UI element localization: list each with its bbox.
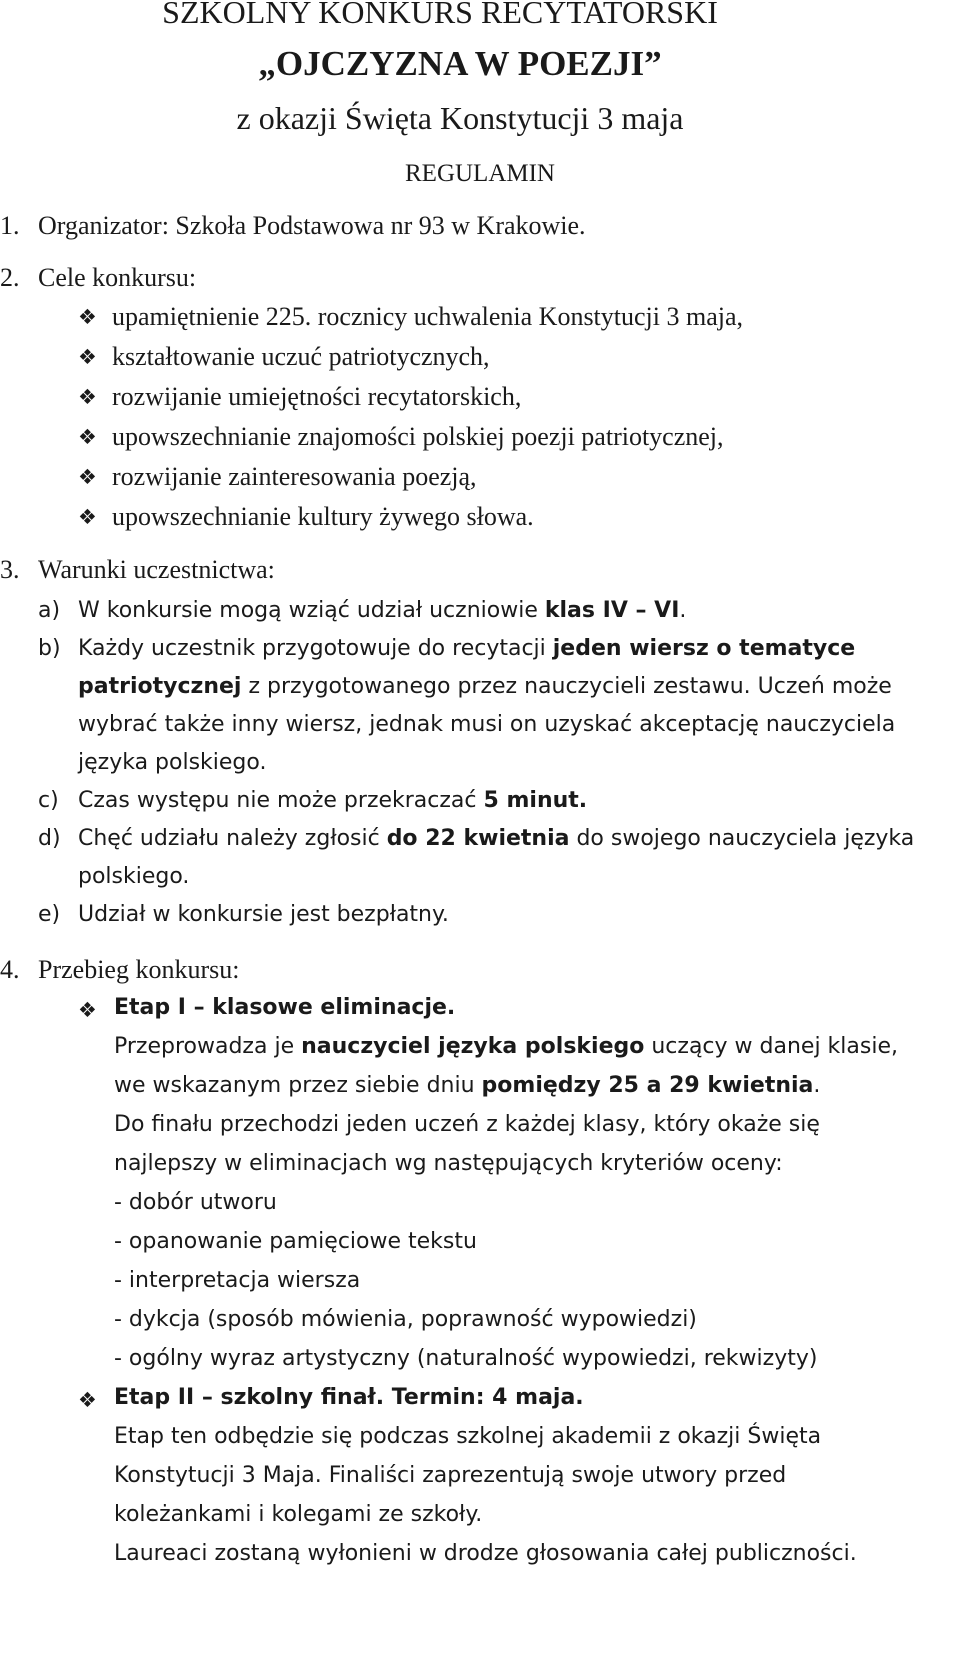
item-c-label: c) — [38, 788, 59, 813]
item-a-label: a) — [38, 598, 61, 623]
goal-item: rozwijanie zainteresowania poezją, — [112, 462, 477, 491]
item-d-label: d) — [38, 826, 61, 851]
stage-2-line: Etap ten odbędzie się podczas szkolnej akademii z okazji Święta — [114, 1424, 822, 1449]
diamond-bullet-icon: ❖ — [78, 505, 97, 529]
stage-2-line: Laureaci zostaną wyłonieni w drodze głosowania całej publiczności. — [114, 1541, 857, 1566]
criterion-item: - dykcja (sposób mówienia, poprawność wypowiedzi) — [114, 1307, 697, 1332]
section-1-number: 1. — [0, 211, 20, 240]
stage-1-line: we wskazanym przez siebie dniu pomiędzy 25 a 29 kwietnia. — [114, 1073, 821, 1098]
diamond-bullet-icon: ❖ — [78, 1388, 97, 1412]
goal-item: rozwijanie umiejętności recytatorskich, — [112, 382, 522, 411]
title-line-3: z okazji Święta Konstytucji 3 maja — [236, 100, 684, 136]
item-b-line: Każdy uczestnik przygotowuje do recytacji jeden wiersz o tematyce — [78, 636, 856, 661]
diamond-bullet-icon: ❖ — [78, 385, 97, 409]
goal-item: upowszechnianie znajomości polskiej poezji patriotycznej, — [112, 422, 724, 451]
stage-1-line: Do finału przechodzi jeden uczeń z każdej klasy, który okaże się — [114, 1112, 820, 1137]
stage-2-title: Etap II – szkolny finał. Termin: 4 maja. — [114, 1385, 584, 1410]
stage-1-line: najlepszy w eliminacjach wg następujących kryteriów oceny: — [114, 1151, 783, 1176]
criterion-item: - dobór utworu — [114, 1190, 277, 1215]
title-line-1: SZKOLNY KONKURS RECYTATORSKI — [162, 0, 718, 30]
goal-item: kształtowanie uczuć patriotycznych, — [112, 342, 490, 371]
section-3-number: 3. — [0, 555, 20, 584]
diamond-bullet-icon: ❖ — [78, 998, 97, 1022]
stage-2-line: Konstytucji 3 Maja. Finaliści zaprezentują swoje utwory przed — [114, 1463, 787, 1488]
goal-item: upamiętnienie 225. rocznicy uchwalenia Konstytucji 3 maja, — [112, 302, 744, 331]
stage-1-line: Przeprowadza je nauczyciel języka polskiego uczący w danej klasie, — [114, 1034, 898, 1059]
item-e-label: e) — [38, 902, 61, 927]
item-b-label: b) — [38, 636, 61, 661]
criterion-item: - opanowanie pamięciowe tekstu — [114, 1229, 477, 1254]
section-4-number: 4. — [0, 955, 20, 984]
title-line-2: „OJCZYZNA W POEZJI” — [258, 44, 662, 83]
stage-2-line: koleżankami i kolegami ze szkoły. — [114, 1502, 483, 1527]
diamond-bullet-icon: ❖ — [78, 305, 97, 329]
item-b-line: patriotycznej z przygotowanego przez nauczycieli zestawu. Uczeń może — [78, 674, 892, 699]
criterion-item: - ogólny wyraz artystyczny (naturalność wypowiedzi, rekwizyty) — [114, 1346, 818, 1371]
diamond-bullet-icon: ❖ — [78, 425, 97, 449]
item-a-text: W konkursie mogą wziąć udział uczniowie klas IV – VI. — [78, 598, 687, 623]
diamond-bullet-icon: ❖ — [78, 465, 97, 489]
section-4-heading: Przebieg konkursu: — [38, 955, 240, 984]
section-2-number: 2. — [0, 263, 20, 292]
item-d-line: Chęć udziału należy zgłosić do 22 kwietnia do swojego nauczyciela języka — [78, 826, 915, 851]
section-2-heading: Cele konkursu: — [38, 263, 197, 292]
section-3-heading: Warunki uczestnictwa: — [38, 555, 275, 584]
criterion-item: - interpretacja wiersza — [114, 1268, 361, 1293]
item-b-line: języka polskiego. — [78, 750, 267, 775]
item-e-text: Udział w konkursie jest bezpłatny. — [78, 902, 449, 927]
diamond-bullet-icon: ❖ — [78, 345, 97, 369]
subtitle-regulamin: REGULAMIN — [405, 160, 555, 187]
item-d-line: polskiego. — [78, 864, 190, 889]
item-c-text: Czas występu nie może przekraczać 5 minut. — [78, 788, 588, 813]
stage-1-title: Etap I – klasowe eliminacje. — [114, 995, 456, 1020]
item-b-line: wybrać także inny wiersz, jednak musi on uzyskać akceptację nauczyciela — [78, 712, 896, 737]
section-1-text: Organizator: Szkoła Podstawowa nr 93 w Krakowie. — [38, 211, 586, 240]
goal-item: upowszechnianie kultury żywego słowa. — [112, 502, 534, 531]
